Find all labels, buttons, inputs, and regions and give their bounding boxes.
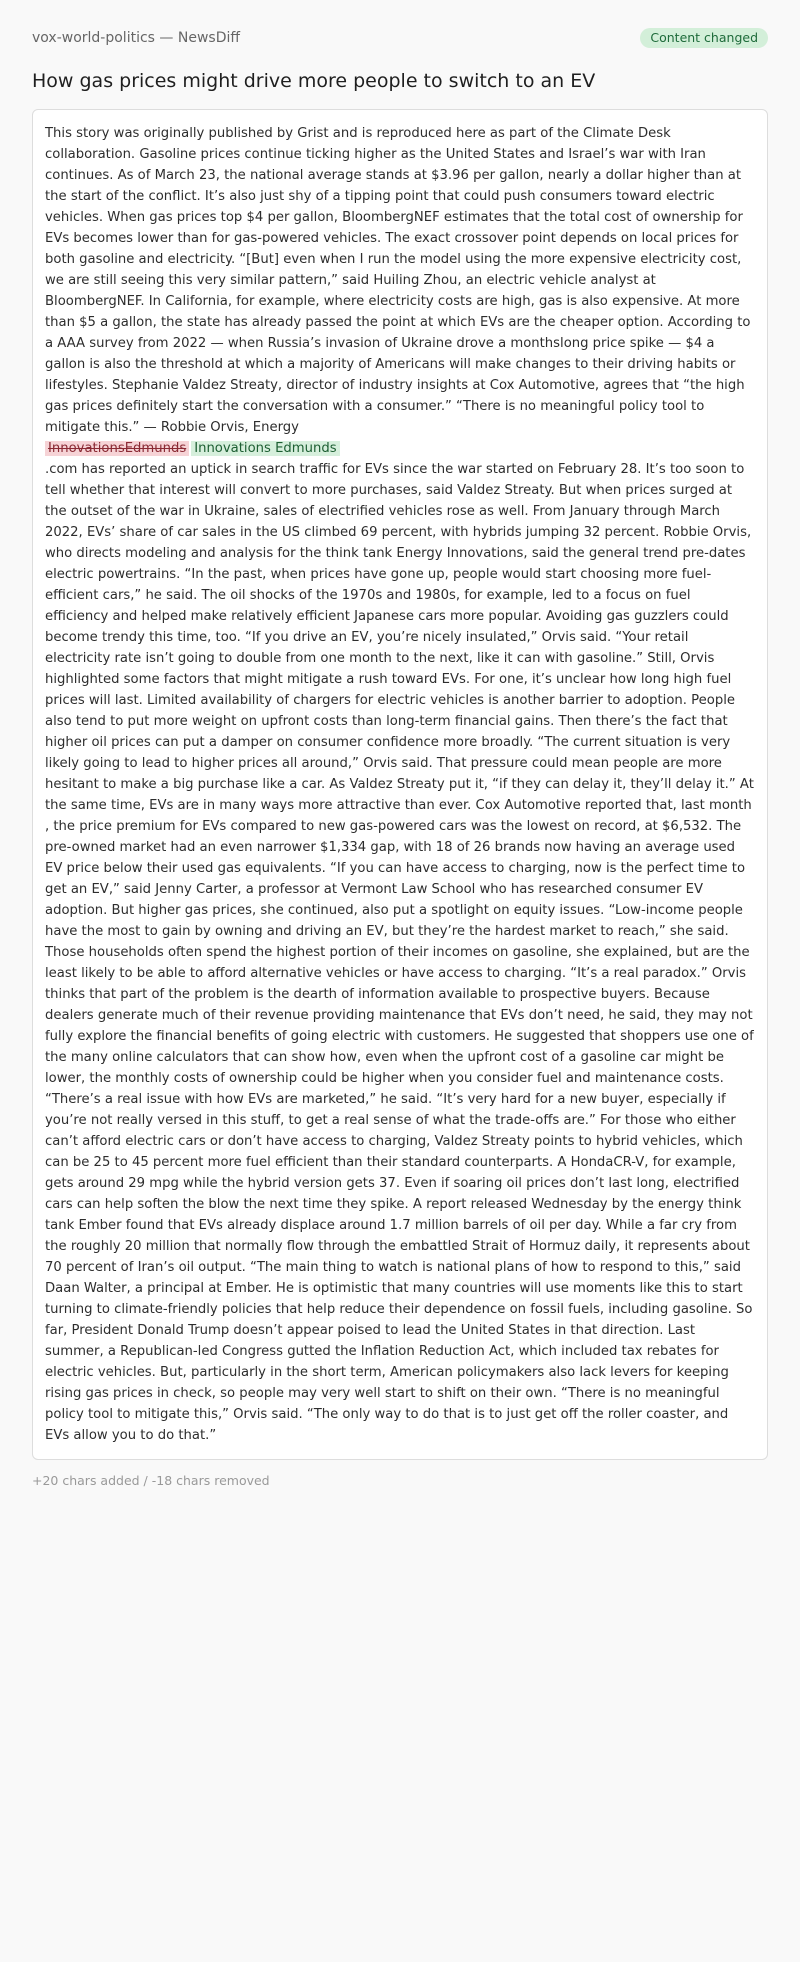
diff-unchanged-before: This story was originally published by Grist and is reproduced here as part of the Climate Desk collaboration. Gasoline prices continue ticking higher as the United States and Israel’s war with Iran continues. As of March 23, the national average stands at $3.96 per gallon, nearly a dollar higher than at the start of the conflict. It’s also just shy of a tipping point that could push consumers toward electric vehicles. When gas prices top $4 per gallon, BloombergNEF estimates that the total cost of ownership for EVs becomes lower than for gas-powered vehicles. The exact crossover point depends on local prices for both gasoline and electricity. “[But] even when I run the model using the more expensive electricity cost, we are still seeing this very similar pattern,” said Huiling Zhou, an electric vehicle analyst at BloombergNEF. In California, for example, where electricity costs are high, gas is also expensive. At more than $5 a gallon, the state has already passed the point at which EVs are the cheaper option. According to a AAA survey from 2022 — when Russia’s invasion of Ukraine drove a monthslong price spike — $4 a gallon is also the threshold at which a majority of Americans will make changes to their driving habits or lifestyles. Stephanie Valdez Streaty, director of industry insights at Cox Automotive, agrees that “the high gas prices definitely start the conversation with a consumer.” “There is no meaningful policy tool to mitigate this.” — Robbie Orvis, Energy <box>45 126 751 435</box>
status-badge: Content changed <box>640 28 768 48</box>
article-title: How gas prices might drive more people to switch to an EV <box>32 70 596 92</box>
diff-stats: +20 chars added / -18 chars removed <box>32 1473 270 1488</box>
site-label: vox-world-politics — NewsDiff <box>32 30 241 46</box>
header-bar <box>32 28 768 48</box>
diff-removed-text: InnovationsEdmunds <box>45 441 189 456</box>
diff-change-chunk <box>45 438 755 459</box>
diff-unchanged-after: .com has reported an uptick in search traffic for EVs since the war started on February 28. It’s too soon to tell whether that interest will convert to more purchases, said Valdez Streaty. But when prices surged at the outset of the war in Ukraine, sales of electrified vehicles rose as well. From January through March 2022, EVs’ share of car sales in the US climbed 69 percent, with hybrids jumping 32 percent. Robbie Orvis, who directs modeling and analysis for the think tank Energy Innovations, said the general trend pre-dates electric powertrains. “In the past, when prices have gone up, people would start choosing more fuel-efficient cars,” he said. The oil shocks of the 1970s and 1980s, for example, led to a focus on fuel efficiency and helped make relatively efficient Japanese cars more popular. Avoiding gas guzzlers could become trendy this time, too. “If you drive an EV, you’re nicely insulated,” Orvis said. “Your retail electricity rate isn’t going to double from one month to the next, like it can with gasoline.” Still, Orvis highlighted some factors that might mitigate a rush toward EVs. For one, it’s unclear how long high fuel prices will last. Limited availability of chargers for electric vehicles is another barrier to adoption. People also tend to put more weight on upfront costs than long-term financial gains. Then there’s the fact that higher oil prices can put a damper on consumer confidence more broadly. “The current situation is very likely going to lead to higher prices all around,” Orvis said. That pressure could mean people are more hesitant to make a big purchase like a car. As Valdez Streaty put it, “if they can delay it, they’ll delay it.” At the same time, EVs are in many ways more attractive than ever. Cox Automotive reported that, last month , the price premium for EVs compared to new gas-powered cars was the lowest on record, at $6,532. The pre-owned market had an even narrower $1,334 gap, with 18 of 26 brands now having an average used EV price below their used gas equivalents. “If you can have access to charging, now is the perfect time to get an EV,” said Jenny Carter, a professor at Vermont Law School who has researched consumer EV adoption. But higher gas prices, she continued, also put a spotlight on equity issues. “Low-income people have the most to gain by owning and driving an EV, but they’re the hardest market to reach,” she said. Those households often spend the highest portion of their incomes on gasoline, she explained, but are the least likely to be able to afford alternative vehicles or have access to charging. “It’s a real paradox.” Orvis thinks that part of the problem is the dearth of information available to prospective buyers. Because dealers generate much of their revenue providing maintenance that EVs don’t need, he said, they may not fully explore the financial benefits of going electric with customers. He suggested that shoppers use one of the many online calculators that can show how, even when the upfront cost of a gasoline car might be lower, the monthly costs of ownership could be higher when you consider fuel and maintenance costs. “There’s a real issue with how EVs are marketed,” he said. “It’s very hard for a new buyer, especially if you’re not really versed in this stuff, to get a real sense of what the trade-offs are.” For those who either can’t afford electric cars or don’t have access to charging, Valdez Streaty points to hybrid vehicles, which can be 25 to 45 percent more fuel efficient than their standard counterparts. A HondaCR-V, for example, gets around 29 mpg while the hybrid version gets 37. Even if soaring oil prices don’t last long, electrified cars can help soften the blow the next time they spike. A report released Wednesday by the energy think tank Ember found that EVs already displace around 1.7 million barrels of oil per day. While a far cry from the roughly 20 million that normally flow through the embattled Strait of Hormuz daily, it represents about 70 percent of Iran’s oil output. “The main thing to watch is national plans of how to respond to this,” said Daan Walter, a principal at Ember. He is optimistic that many countries will use moments like this to start turning to climate-friendly policies that help reduce their dependence on fossil fuels, including gasoline. So far, President Donald Trump doesn’t appear poised to lead the United States in that direction. Last summer, a Republican-led Congress gutted the Inflation Reduction Act, which included tax rebates for electric vehicles. But, particularly in the short term, American policymakers also lack levers for keeping rising gas prices in check, so people may very well start to shift on their own. “There is no meaningful policy tool to mitigate this,” Orvis said. “The only way to do that is to just get off the roller coaster, and EVs allow you to do that.” <box>45 462 754 1443</box>
diff-added-text: Innovations Edmunds <box>191 441 339 456</box>
diff-content <box>32 109 768 1460</box>
